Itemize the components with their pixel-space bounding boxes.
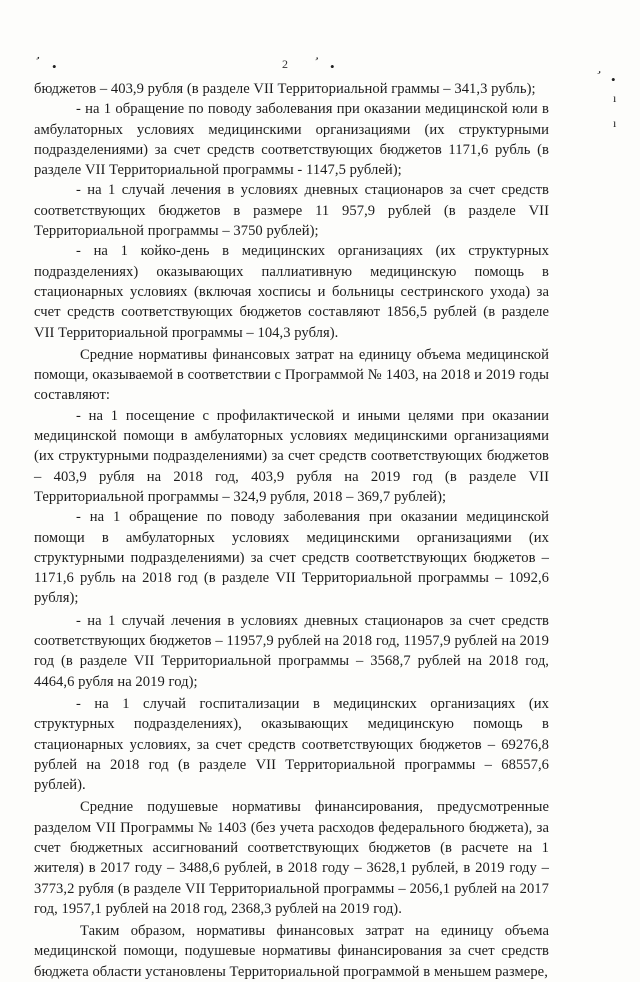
list-item-outpatient-visit-2017: - на 1 обращение по поводу заболевания при оказании медицинской юли в амбулаторных условиях медицинскими организациями (их структурными подразделениями) за счет средств соответствующих бюджетов 1171,6 рубль (в разделе VII Территориальной программы - 1147,5 рублей); xyxy=(34,101,549,179)
scan-artifact-mark: • xyxy=(611,72,616,87)
paragraph-budget-visits-continuation: бюджетов – 403,9 рубля (в разделе VII Территориальной граммы – 341,3 рубль); xyxy=(34,81,536,97)
paragraph-per-capita-standards: Средние подушевые нормативы финансирования, предусмотренные разделом VII Программы № 1403 (без учета расходов федерального бюджета), за счет бюджетных ассигнований соответствующих бюджетов (в расчете на 1 жителя) в 2017 году – 3488,6 рублей, в 2018 году – 3628,1 рублей, в 2019 году – 3773,2 рубля (в разделе VII Территориальной программы – 2056,1 рублей на 2017 год, 1957,1 рублей на 2018 год, 2368,3 рублей на 2019 год). xyxy=(34,799,549,917)
paragraph-average-standards-intro: Средние нормативы финансовых затрат на единицу объема медицинской помощи, оказываемой в соответствии с Программой № 1403, на 2018 и 2019 годы составляют: xyxy=(34,346,549,404)
scan-artifact-mark: ı xyxy=(613,116,617,130)
scan-artifact-mark: , xyxy=(34,47,47,62)
page-number: 2 xyxy=(282,57,288,71)
scan-artifact-mark: , xyxy=(314,46,323,63)
list-item-day-hospital-2017: - на 1 случай лечения в условиях дневных стационаров за счет средств соответствующих бюджетов в размере 11 957,9 рублей (в разделе VII Территориальной программы – 3750 рублей); xyxy=(34,182,549,240)
list-item-palliative-bed-day: - на 1 койко-день в медицинских организациях (их структурных подразделениях) оказывающих паллиативную медицинскую помощь в стационарных условиях (включая хосписы и больницы сестринского ухода) за счет средств соответствующих бюджетов составляют 1856,5 рублей (в разделе VII Территориальной программы – 104,3 рубля). xyxy=(34,243,549,341)
list-item-day-hospital-treatment: - на 1 случай лечения в условиях дневных стационаров за счет средств соответствующих бюджетов – 11957,9 рублей на 2018 год, 11957,9 рублей на 2019 год (в разделе VII Территориальной программы – 3568,7 рублей на 2018 год, 4464,6 рубля на 2019 год); xyxy=(34,612,549,690)
paragraph-conclusion: Таким образом, нормативы финансовых затрат на единицу объема медицинской помощи, подушевые нормативы финансирования за счет средств бюджета области установлены Территориальной программой в меньшем размере, xyxy=(34,923,549,980)
scan-artifact-mark: • xyxy=(330,59,335,74)
list-item-hospitalization: - на 1 случай госпитализации в медицинских организациях (их структурных подразделениях), оказывающих медицинскую помощь в стационарных условиях, за счет средств соответствующих бюджетов – 69276,8 рублей на 2018 год (в разделе VII Территориальной программы – 68557,6 рублей). xyxy=(34,695,549,794)
document-body xyxy=(34,79,549,982)
list-item-preventive-visit: - на 1 посещение с профилактической и иными целями при оказании медицинской помощи в амбулаторных условиях медицинскими организациями (их структурными подразделениями) за счет средств соответствующих бюджетов – 403,9 рубля на 2018 год, 403,9 рубля на 2019 год (в разделе VII Территориальной программы – 324,9 рубля, 2018 – 369,7 рублей); xyxy=(34,407,549,505)
scan-artifact-mark: • xyxy=(52,59,57,74)
scan-artifact-mark: ı xyxy=(613,91,617,105)
list-item-disease-appeal: - на 1 обращение по поводу заболевания при оказании медицинской помощи в амбулаторных условиях медицинскими организациями (их структурными подразделениями) за счет средств соответствующих бюджетов – 1171,6 рубль на 2018 год (в разделе VII Территориальной программы – 1092,6 рубля); xyxy=(34,509,549,607)
scan-artifact-mark: , xyxy=(596,61,607,76)
